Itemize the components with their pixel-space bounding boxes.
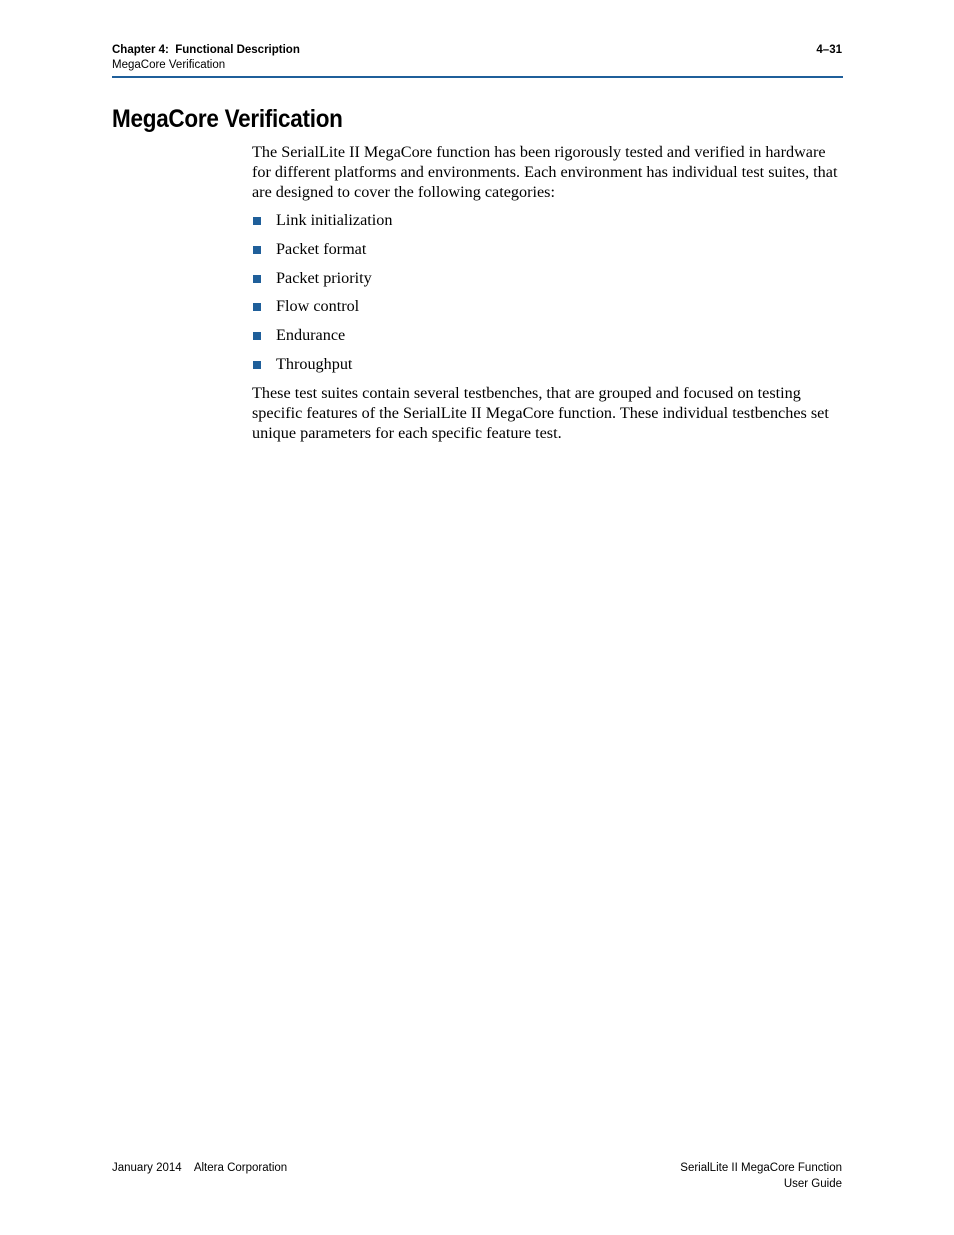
square-bullet-icon xyxy=(253,361,261,369)
running-section-title: MegaCore Verification xyxy=(112,59,226,71)
chapter-heading: Chapter 4: Functional Description xyxy=(112,44,300,56)
footer-document-info xyxy=(680,1160,842,1192)
section-title: MegaCore Verification xyxy=(112,105,343,133)
footer-document-type: User Guide xyxy=(783,1178,842,1190)
footer-date-company: January 2014 Altera Corporation xyxy=(112,1162,288,1174)
list-item-label: Packet priority xyxy=(276,268,372,287)
list-item-label: Packet format xyxy=(276,239,367,258)
list-item-label: Endurance xyxy=(276,326,346,345)
closing-paragraph: These test suites contain several testbenches, that are grouped and focused on testing specific features of the SerialLite II MegaCore function. These individual testbenches set unique parameters for each specific feature test. xyxy=(252,384,829,442)
square-bullet-icon xyxy=(253,332,261,340)
square-bullet-icon xyxy=(253,217,261,225)
list-item-label: Throughput xyxy=(276,354,353,373)
list-item-label: Flow control xyxy=(276,297,360,316)
header-divider xyxy=(112,76,843,78)
square-bullet-icon xyxy=(253,275,261,283)
square-bullet-icon xyxy=(253,303,261,311)
intro-paragraph: The SerialLite II MegaCore function has been rigorously tested and verified in hardware for different platforms and environments. Each environment has individual test suites, that are designed to cover the following categories: xyxy=(252,143,838,201)
list-item-label: Link initialization xyxy=(276,211,393,229)
footer-product-name: SerialLite II MegaCore Function xyxy=(680,1162,842,1174)
square-bullet-icon xyxy=(253,246,261,254)
page-number: 4–31 xyxy=(816,44,842,56)
